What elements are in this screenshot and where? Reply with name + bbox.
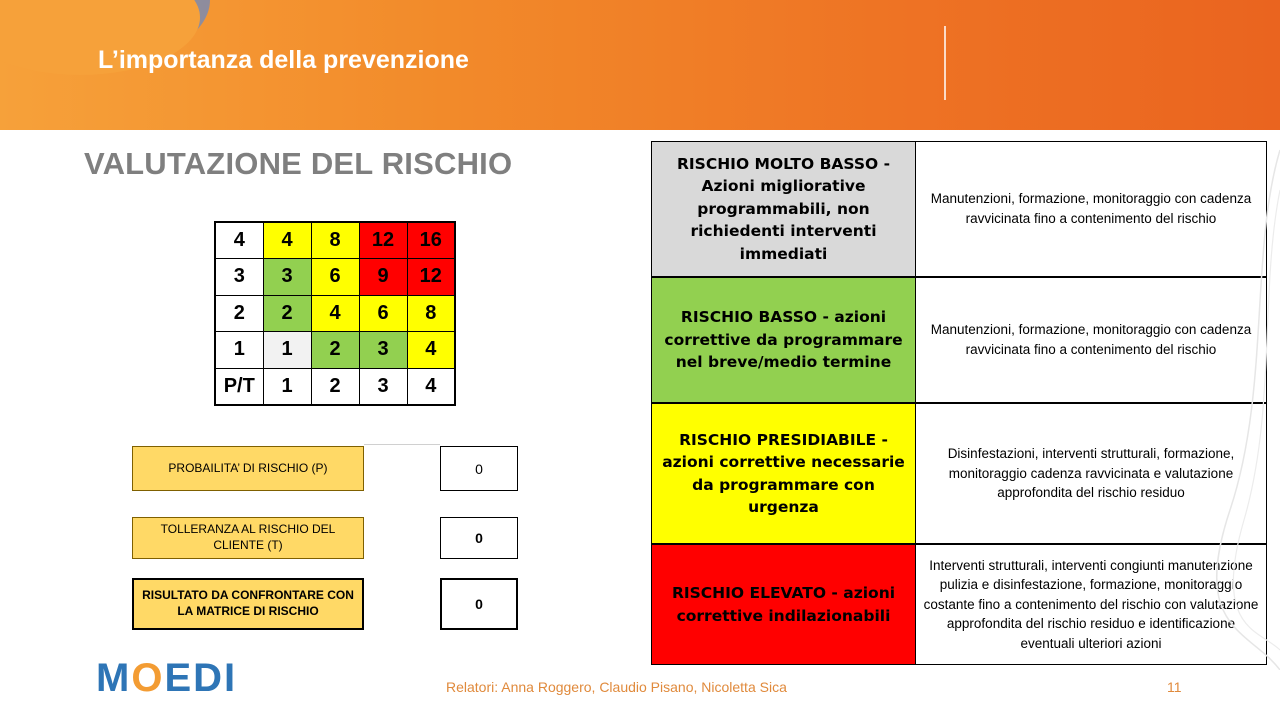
slide-title: L’importanza della prevenzione (98, 46, 469, 74)
probability-label: PROBAILITA’ DI RISCHIO (P) (132, 446, 364, 491)
result-label: RISULTATO DA CONFRONTARE CON LA MATRICE DI RISCHIO (132, 578, 364, 630)
legend-actions-low: Manutenzioni, formazione, monitoraggio con cadenza ravvicinata fino a contenimento del rischio (916, 278, 1266, 404)
matrix-row (215, 295, 455, 332)
matrix-cell: 2 (263, 295, 311, 332)
moedi-logo (96, 656, 237, 700)
matrix-cell: 2 (311, 332, 359, 369)
footer-speakers: Relatori: Anna Roggero, Claudio Pisano, Nicoletta Sica (446, 679, 787, 695)
matrix-cell: 2 (215, 295, 263, 332)
matrix-cell: 2 (311, 368, 359, 405)
matrix-cell: 4 (407, 368, 455, 405)
decorative-swirl-icon (1210, 130, 1280, 670)
matrix-cell: 9 (359, 259, 407, 296)
legend-actions-very-low: Manutenzioni, formazione, monitoraggio con cadenza ravvicinata fino a contenimento del rischio (916, 142, 1266, 278)
matrix-row (215, 259, 455, 296)
banner-divider (944, 26, 946, 100)
risk-legend-table (651, 141, 1267, 665)
matrix-cell: 12 (359, 222, 407, 259)
matrix-cell: 8 (311, 222, 359, 259)
divider-line (364, 444, 440, 445)
matrix-cell: 4 (407, 332, 455, 369)
logo-letter: O (131, 655, 165, 700)
legend-level-high: RISCHIO ELEVATO - azioni correttive indilazionabili (652, 545, 916, 664)
logo-letter: M (96, 655, 132, 700)
matrix-cell: 4 (263, 222, 311, 259)
matrix-cell: 1 (263, 368, 311, 405)
logo-letter: D (193, 655, 225, 700)
matrix-cell: 3 (359, 332, 407, 369)
legend-level-manageable: RISCHIO PRESIDIABILE - azioni correttive necessarie da programmare con urgenza (652, 404, 916, 545)
matrix-row (215, 222, 455, 259)
matrix-cell: 6 (359, 295, 407, 332)
matrix-cell: 4 (215, 222, 263, 259)
matrix-cell: 3 (215, 259, 263, 296)
matrix-cell: 1 (263, 332, 311, 369)
page-number: 11 (1167, 679, 1182, 695)
header-banner (0, 0, 1280, 130)
matrix-cell: 16 (407, 222, 455, 259)
matrix-cell: 1 (215, 332, 263, 369)
matrix-row (215, 368, 455, 405)
matrix-cell: 4 (311, 295, 359, 332)
matrix-axis-label: P/T (215, 368, 263, 405)
risk-matrix (214, 221, 456, 406)
legend-actions-high: Interventi strutturali, interventi congiunti manutenzione pulizia e disinfestazione, formazione, monitoraggio costante fino a contenimento del rischio con valutazione approfondita del rischio residuo e identificazione eventuali ulteriori azioni (923, 557, 1259, 651)
legend-actions-manageable: Disinfestazioni, interventi strutturali, formazione, monitoraggio cadenza ravvicinata e valutazione approfondita del rischio residuo (916, 404, 1266, 545)
probability-value[interactable]: 0 (440, 446, 518, 491)
matrix-cell: 3 (263, 259, 311, 296)
matrix-cell: 8 (407, 295, 455, 332)
legend-level-low: RISCHIO BASSO - azioni correttive da programmare nel breve/medio termine (652, 278, 916, 404)
matrix-cell: 6 (311, 259, 359, 296)
tolerance-label: TOLLERANZA AL RISCHIO DEL CLIENTE (T) (132, 517, 364, 559)
matrix-cell: 12 (407, 259, 455, 296)
logo-letter: I (224, 655, 238, 700)
legend-level-very-low: RISCHIO MOLTO BASSO - Azioni migliorative programmabili, non richiedenti interventi immediati (652, 142, 916, 278)
logo-letter: E (164, 655, 194, 700)
result-value: 0 (440, 578, 518, 630)
tolerance-value[interactable]: 0 (440, 517, 518, 559)
section-title: VALUTAZIONE DEL RISCHIO (84, 146, 513, 181)
matrix-cell: 3 (359, 368, 407, 405)
matrix-row (215, 332, 455, 369)
